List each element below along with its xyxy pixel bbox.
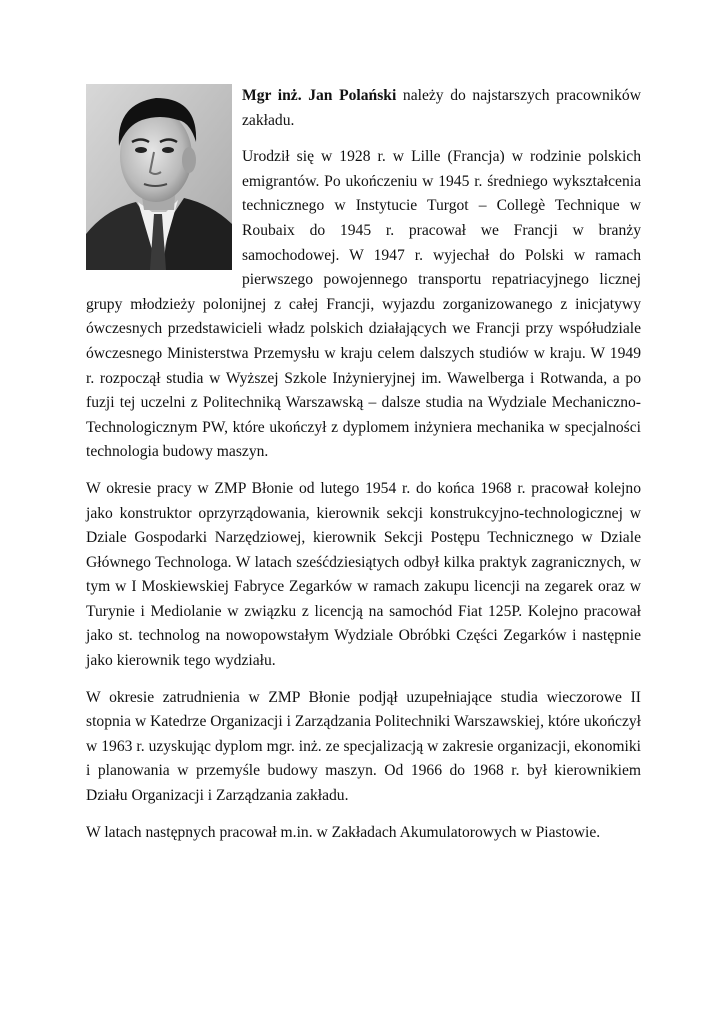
intro-text: należy do najstarszych pracowników zakładu. xyxy=(242,87,641,129)
portrait-photo xyxy=(86,84,232,270)
person-name: Mgr inż. Jan Polański xyxy=(242,87,397,104)
paragraph-birth: Urodził się w 1928 r. w Lille (Francja) w rodzinie polskich emigrantów. Po ukończeniu w 1945 r. średniego wykształcenia technicznego w Instytucie Turgot – Collegè Technique w Roubaix do 1945 r. pracował we Francji w branży samochodowej. W 1947 r. wyjechał do Polski w ramach pierwszego powojennego transportu repatriacyjnego licznej grupy młodzieży polonijnej z całej Francji, wyjazdu zorganizowanego z inicjatywy ówczesnych przedstawicieli władz polskich działających we Francji przy współudziale ówczesnego Ministerstwa Przemysłu w kraju celem dalszych studiów w kraju. W 1949 r. rozpoczął studia w Wyższej Szkole Inżynieryjnej im. Wawelberga i Rotwanda, a po fuzji tej uczelni z Politechniką Warszawską – dalsze studia na Wydziale Mechaniczno-Technologicznym PW, które ukończył z dyplomem inżyniera mechanika w specjalności technologia budowy maszyn. xyxy=(86,148,641,461)
paragraph-career: W okresie pracy w ZMP Błonie od lutego 1954 r. do końca 1968 r. pracował kolejno jako konstruktor oprzyrządowania, kierownik sekcji konstrukcyjno-technologicznej w Dziale Gospodarki Narzędziowej, kierownik Sekcji Postępu Technicznego w Dziale Głównego Technologa. W latach sześćdziesiątych odbył kilka praktyk zagranicznych, w tym w I Moskiewskiej Fabryce Zegarków w ramach zakupu licencji na zegarek oraz w Turynie i Mediolanie w związku z licencją na samochód Fiat 125P. Kolejno pracował jako st. technolog na nowopowstałym Wydziale Obróbki Części Zegarków i następnie jako kierownik tego wydziału. xyxy=(86,479,641,670)
paragraph-later: W latach następnych pracował m.in. w Zakładach Akumulatorowych w Piastowie. xyxy=(86,823,601,841)
biography-text xyxy=(86,84,641,857)
paragraph-studies: W okresie zatrudnienia w ZMP Błonie podjął uzupełniające studia wieczorowe II stopnia w Katedrze Organizacji i Zarządzania Politechniki Warszawskiej, które ukończył w 1963 r. uzyskując dyplom mgr. inż. ze specjalizacją w zakresie organizacji, ekonomiki i planowania w przemyśle budowy maszyn. Od 1966 do 1968 r. był kierownikiem Działu Organizacji i Zarządzania zakładu. xyxy=(86,688,642,805)
